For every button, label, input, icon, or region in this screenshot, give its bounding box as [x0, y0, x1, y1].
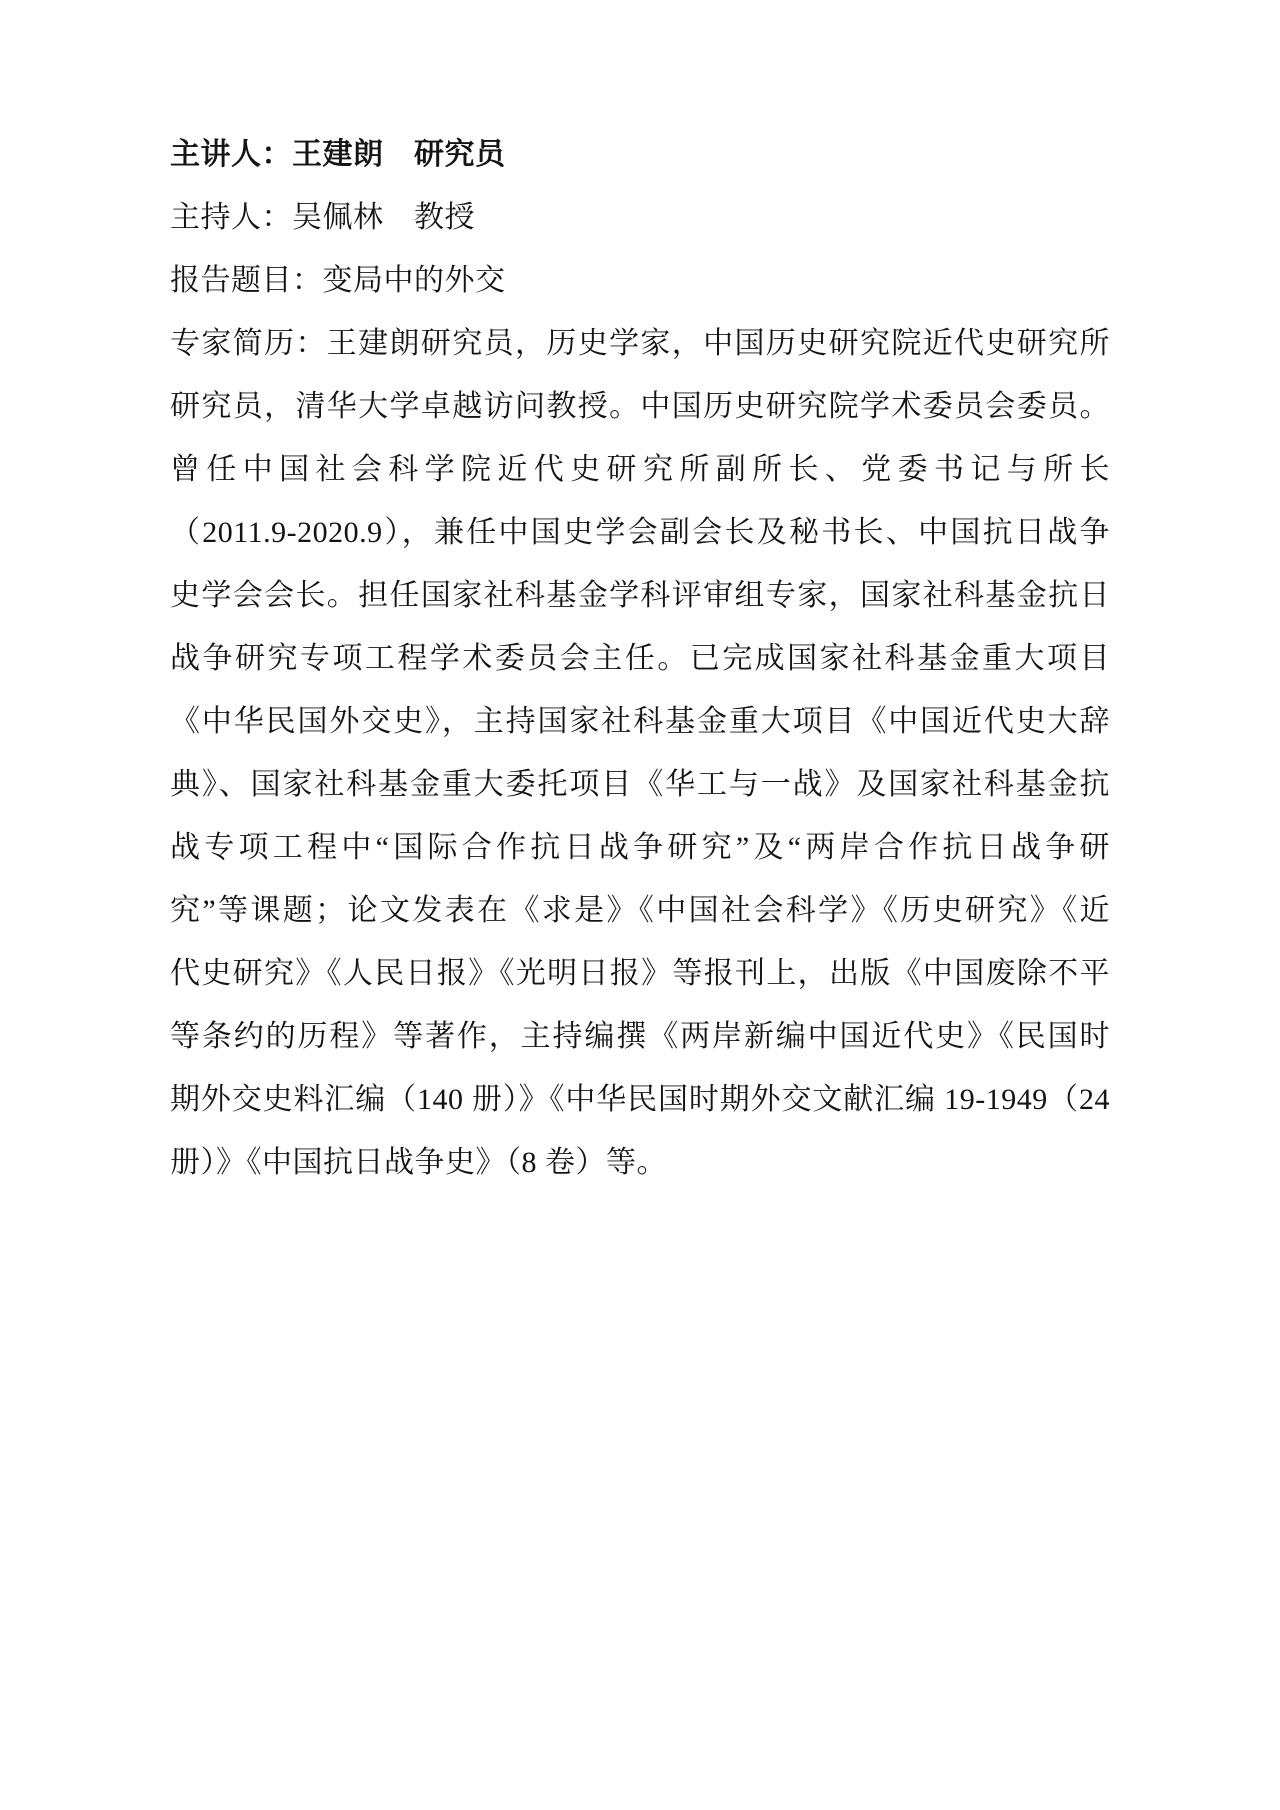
- line-host: 主持人：吴佩林 教授: [170, 201, 475, 234]
- bio-line-10: 究”等课题；论文发表在《求是》《中国社会科学》《历史研究》《近: [170, 894, 1110, 927]
- bio-line-1: 专家简历：王建朗研究员，历史学家，中国历史研究院近代史研究所: [170, 327, 1110, 360]
- bio-line-9: 战专项工程中“国际合作抗日战争研究”及“两岸合作抗日战争研: [170, 831, 1110, 864]
- bio-line-14: 册）》《中国抗日战争史》（8 卷）等。: [170, 1146, 667, 1179]
- bio-line-12: 等条约的历程》等著作，主持编撰《两岸新编中国近代史》《民国时: [170, 1020, 1110, 1053]
- bio-line-13: 期外交史料汇编（140 册）》《中华民国时期外交文献汇编 19-1949（24: [170, 1083, 1110, 1116]
- bio-line-7: 《中华民国外交史》，主持国家社科基金重大项目《中国近代史大辞: [170, 705, 1110, 738]
- line-speaker: 主讲人：王建朗 研究员: [170, 138, 506, 171]
- bio-line-6: 战争研究专项工程学术委员会主任。已完成国家社科基金重大项目: [170, 642, 1110, 675]
- bio-line-3: 曾任中国社会科学院近代史研究所副所长、党委书记与所长: [170, 453, 1110, 486]
- line-topic: 报告题目：变局中的外交: [170, 264, 506, 297]
- bio-line-2: 研究员，清华大学卓越访问教授。中国历史研究院学术委员会委员。: [170, 390, 1110, 423]
- bio-line-5: 史学会会长。担任国家社科基金学科评审组专家，国家社科基金抗日: [170, 579, 1110, 612]
- bio-line-11: 代史研究》《人民日报》《光明日报》等报刊上，出版《中国废除不平: [170, 957, 1110, 990]
- bio-line-8: 典》、国家社科基金重大委托项目《华工与一战》及国家社科基金抗: [170, 768, 1110, 801]
- text-block: [170, 123, 1110, 1194]
- bio-line-4: （2011.9-2020.9），兼任中国史学会副会长及秘书长、中国抗日战争: [170, 516, 1110, 549]
